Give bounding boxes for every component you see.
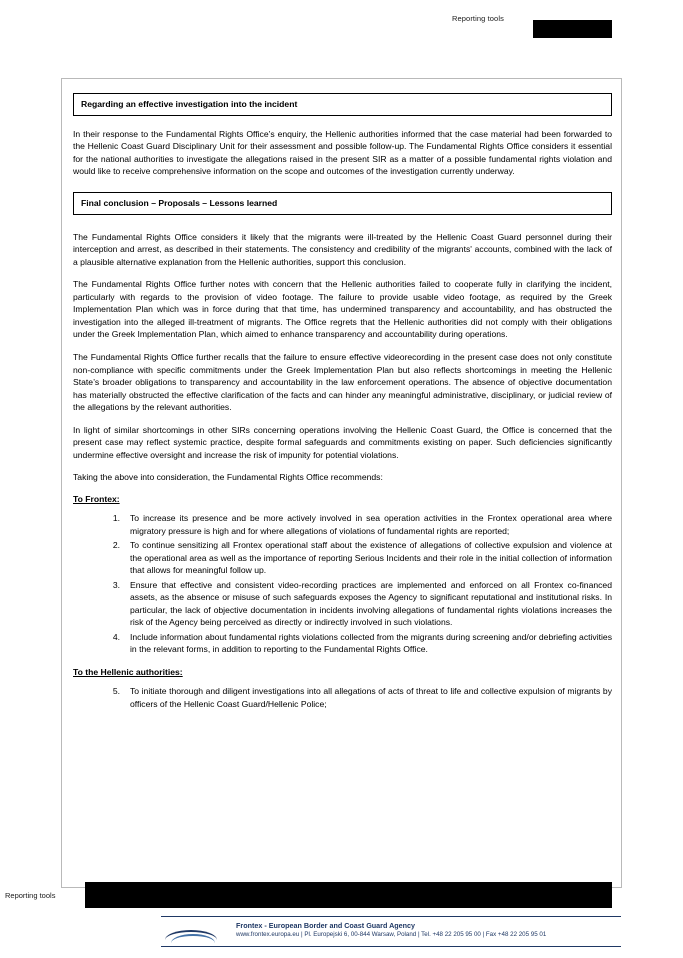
paragraph-conclusion-4: In light of similar shortcomings in other SIRs concerning operations involving the Hellenic Coast Guard, the Office is concerned that the present case may reflect systemic practice, despite formal safeguards and commitments existing on paper. Such deficiencies significantly undermine effective oversight and increase the risk of impunity for potential violations. (73, 424, 612, 460)
footer-contact: www.frontex.europa.eu | Pl. Europejski 6, 00-844 Warsaw, Poland | Tel. +48 22 205 95 00 | Fax +48 22 205 95 01 (236, 931, 547, 939)
list-text: Include information about fundamental rights violations collected from the migrants during screening and/or debriefing activities in the relevant forms, in addition to reporting to the Fundamental Rights Office. (130, 631, 612, 655)
list-number: 3. (112, 579, 120, 590)
recommendation-list-frontex (73, 512, 612, 656)
paragraph-conclusion-3: The Fundamental Rights Office further recalls that the failure to ensure effective videorecording in the present case does not only constitute non-compliance with specific commitments under the Greek Implementation Plan but also reflects shortcomings in meeting the Hellenic State’s broader obligations to transparency and accountability in the law enforcement operations. The absence of objective documentation has materially obstructed the effective clarification of the facts and can hinder any meaningful administrative, disciplinary, or judicial review of the allegations by the relevant authorities. (73, 352, 612, 413)
section-heading-final-conclusion: Final conclusion – Proposals – Lessons learned (73, 192, 612, 215)
list-item (73, 512, 612, 537)
footer-text-block (236, 921, 616, 940)
section-heading-investigation: Regarding an effective investigation into the incident (73, 93, 612, 116)
footer-divider-top (161, 916, 621, 917)
footer-divider-bottom (161, 946, 621, 947)
paragraph-investigation-1: In their response to the Fundamental Rights Office’s enquiry, the Hellenic authorities informed that the case material had been forwarded to the Hellenic Coast Guard Disciplinary Unit for their assessment and possible follow-up. The Fundamental Rights Office considers it essential for the national authorities to investigate the allegations raised in the present SIR as a matter of a possible fundamental rights violation and would like to receive comprehensive information on the scope and outcomes of the investigation currently underway. (73, 128, 612, 177)
list-text: To initiate thorough and diligent investigations into all allegations of acts of threat to life and collective expulsion of migrants by officers of the Hellenic Coast Guard/Hellenic Police; (130, 685, 612, 709)
list-item (73, 631, 612, 656)
recommendations-audience-hellenic: To the Hellenic authorities: (73, 666, 183, 677)
list-text: To continue sensitizing all Frontex operational staff about the existence of allegations of collective expulsion and violence at the operational area as well as the importance of reporting Serious Incidents and their role in the initial collection of information that allows for meaningful follow up. (130, 540, 612, 576)
reporting-tools-label-bottom: Reporting tools (5, 891, 56, 900)
frontex-logo-icon (165, 922, 225, 942)
document-page (61, 78, 622, 888)
list-number: 5. (112, 685, 120, 696)
list-item (73, 685, 612, 710)
footer-organisation: Frontex - European Border and Coast Guard Agency (236, 921, 416, 930)
list-item (73, 579, 612, 629)
recommendations-audience-frontex: To Frontex: (73, 493, 120, 504)
document-content (73, 79, 612, 712)
top-header-band (0, 0, 683, 60)
paragraph-conclusion-5: Taking the above into consideration, the Fundamental Rights Office recommends: (73, 472, 383, 483)
redaction-block-top (533, 20, 612, 38)
list-number: 4. (112, 631, 120, 642)
paragraph-conclusion-2: The Fundamental Rights Office further notes with concern that the Hellenic authorities failed to cooperate fully in clarifying the incident, particularly with regards to the provision of video footage. The failure to provide usable video footage, as required by the Greek Implementation Plan which was in force during that that time, has undermined transparency and accountability, and has obstructed the investigation into the alleged ill-treatment of migrants. The Office regrets that the Hellenic authorities did not comply with their obligations under the Greek Implementation Plan, which aimed to enhance transparency and accountability during operations. (73, 279, 612, 340)
redaction-block-bottom (85, 882, 612, 908)
list-text: To increase its presence and be more actively involved in sea operation activities in the Frontex operational area where migratory pressure is high and for where allegations of violations of fundamental rights are reported; (130, 512, 612, 536)
list-text: Ensure that effective and consistent video-recording practices are implemented and enforced on all Frontex co-financed assets, as the absence or misuse of such safeguards exposes the Agency to significant reputational and institutional risks. In particular, the lack of objective documentation in incidents involving allegations of fundamental rights violations increases the risk of the Agency being perceived as directly or indirectly involved in such violations. (130, 579, 612, 628)
list-item (73, 539, 612, 577)
list-number: 2. (112, 540, 120, 551)
reporting-tools-label: Reporting tools (452, 14, 504, 23)
paragraph-conclusion-1: The Fundamental Rights Office considers it likely that the migrants were ill-treated by the Hellenic Coast Guard personnel during their interception and arrest, as described in their statements. The consistency and credibility of the migrants' accounts, combined with the lack of a plausible alternative explanation from the Hellenic authorities, support this conclusion. (73, 231, 612, 267)
recommendation-list-hellenic (73, 685, 612, 710)
page-footer (61, 916, 622, 948)
list-number: 1. (112, 512, 120, 523)
